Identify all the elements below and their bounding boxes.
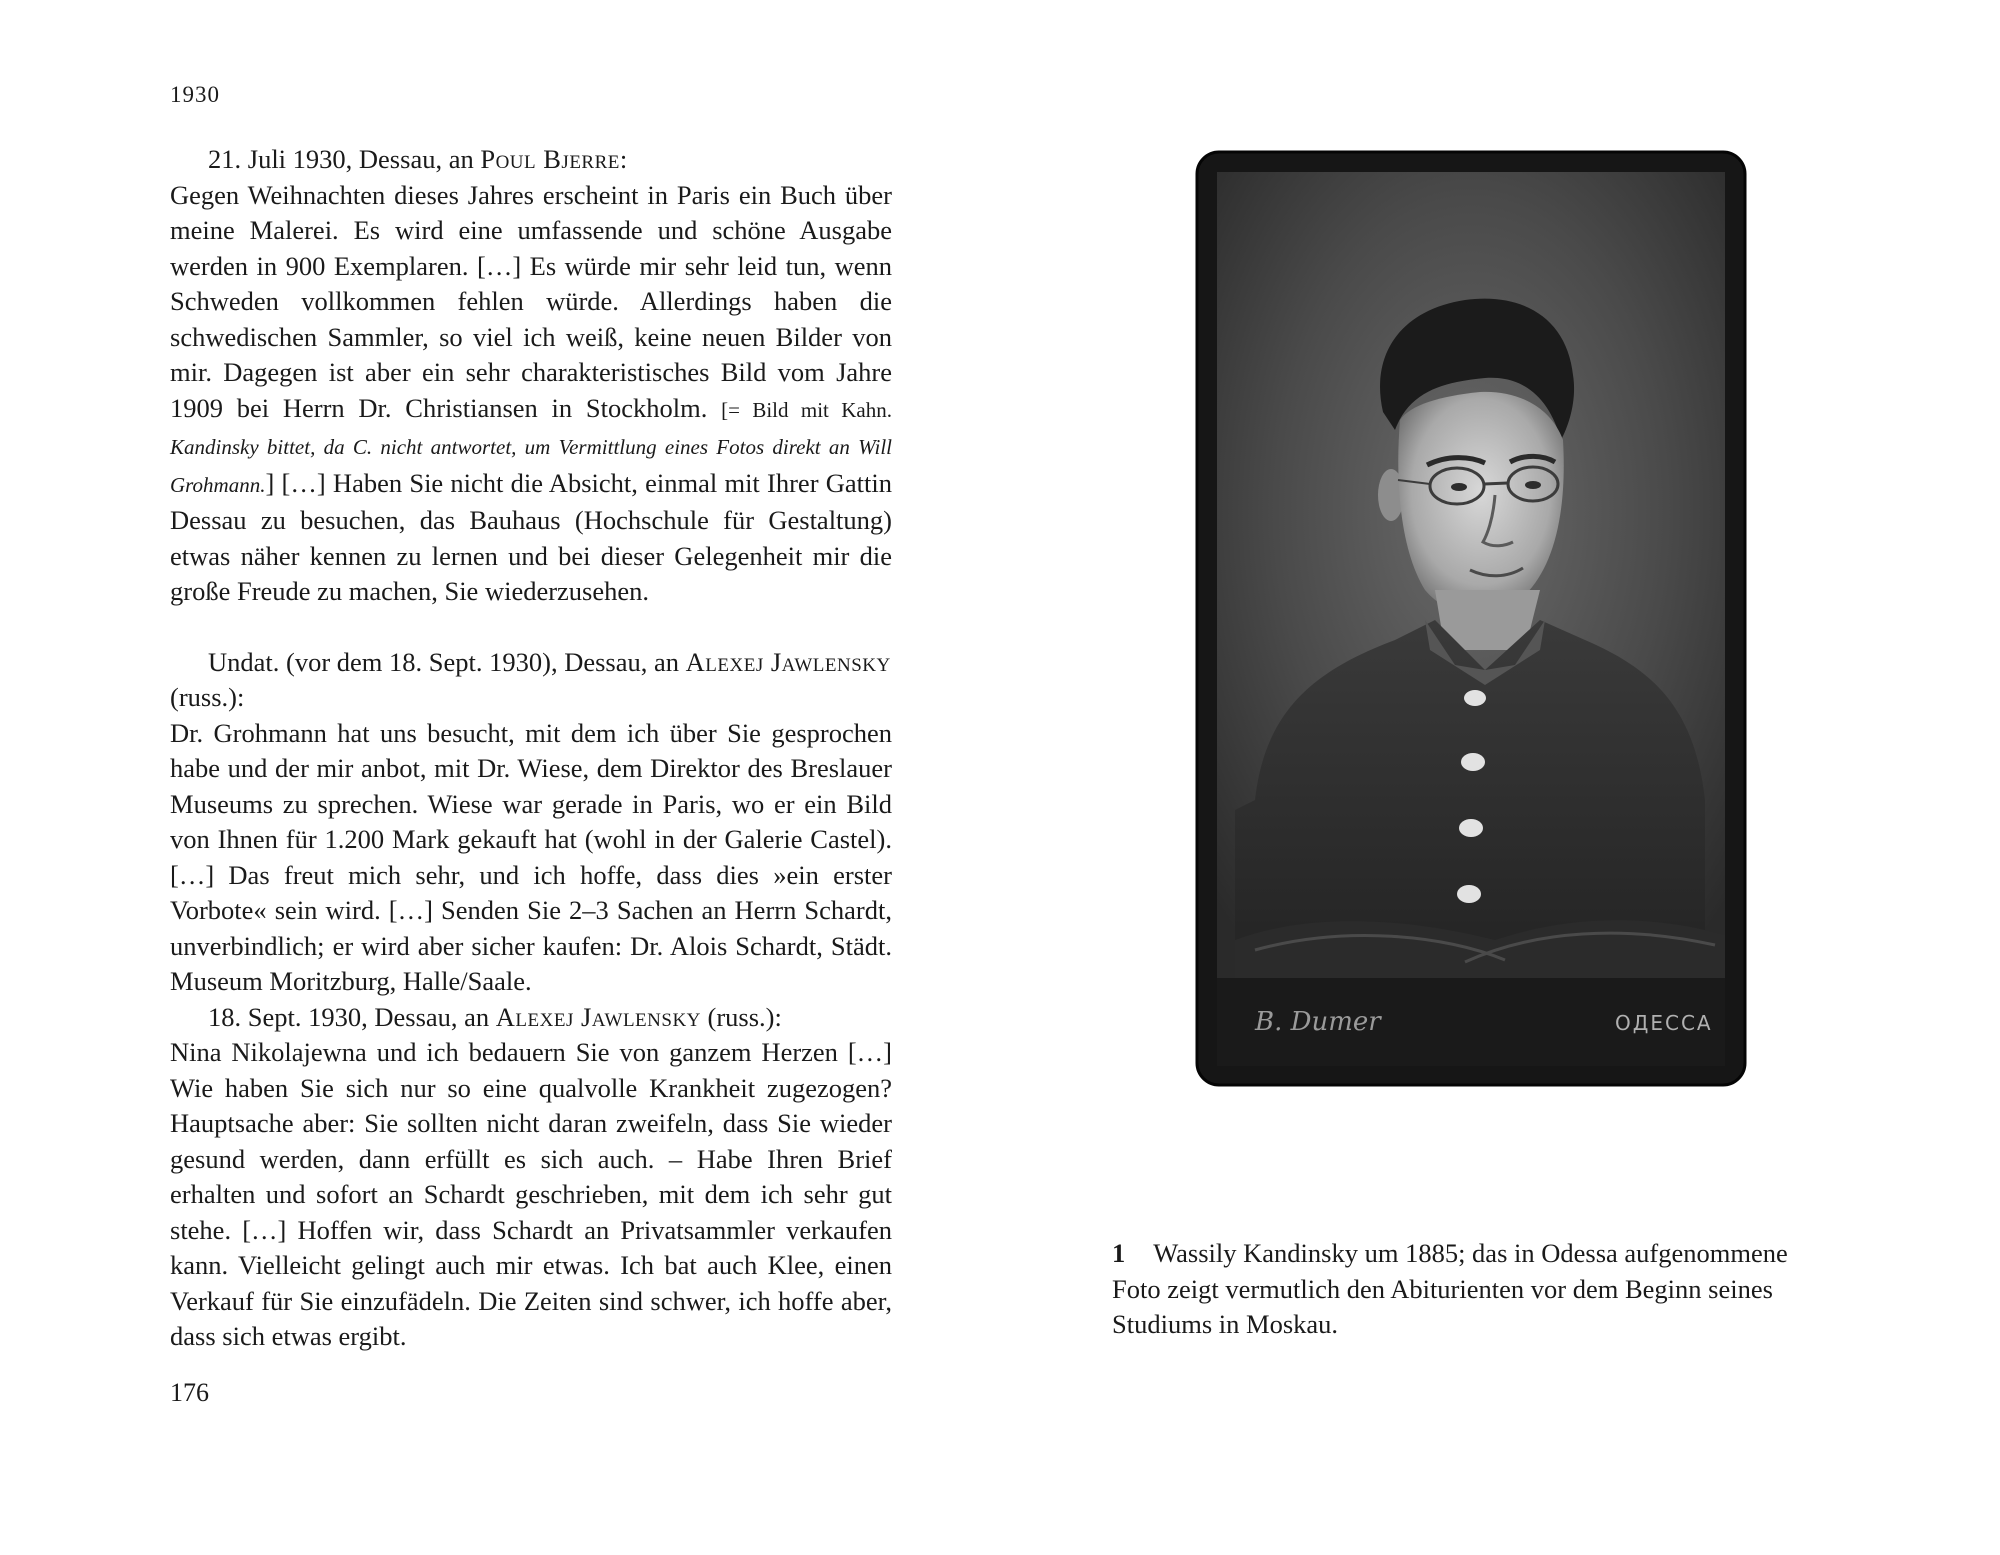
running-head: 1930 [170, 82, 220, 107]
letter-text-block [170, 142, 892, 1355]
entry-body-1: Gegen Weihnachten dieses Jahres erscheint in Paris ein Buch über meine Malerei. Es wird eine umfassende und schöne Ausgabe werden in 900 Exemplaren. […] Es würde mir sehr leid tun, wenn Schweden vollkommen fehlen würde. Allerdings haben die schwedischen Sammler, so viel ich weiß, keine neuen Bilder von mir. Dagegen ist aber ein sehr charakteristisches Bild vom Jahre 1909 bei Herrn Dr. Christiansen in Stockholm. [= Bild mit Kahn. Kandinsky bittet, da C. nicht antwortet, um Vermittlung eines Fotos direkt an Will Grohmann.] […] Haben Sie nicht die Absicht, einmal mit Ihrer Gattin Dessau zu besuchen, das Bauhaus (Hochschule für Gestaltung) etwas näher kennen zu lernen und bei dieser Gelegenheit mir die große Freude zu machen, Sie wiederzusehen. [170, 179, 892, 606]
entry-header-1: 21. Juli 1930, Dessau, an Poul Bjerre: [208, 144, 628, 174]
recipient-name: Poul Bjerre [480, 144, 620, 174]
recipient-name: Alexej Jawlensky [685, 646, 891, 677]
editorial-note: [= Bild mit Kahn. [721, 397, 892, 422]
entry-body-2: Dr. Grohmann hat uns besucht, mit dem ich über Sie gesprochen habe und der mir anbot, mit Dr. Wiese, dem Direktor des Breslauer Museums zu sprechen. Wiese war gerade in Paris, wo er ein Bild von Ihnen für 1.200 Mark gekauft hat (wohl in der Galerie Castel). […] Das freut mich sehr, und ich hoffe, dass dies »ein erster Vorbote« sein wird. […] Senden Sie 2–3 Sachen an Herrn Schardt, unverbindlich; er wird aber sicher kaufen: Dr. Alois Schardt, Städt. Museum Moritzburg, Halle/Saale. [170, 717, 892, 996]
recipient-name: Alexej Jawlensky [495, 1001, 701, 1032]
studio-signature: В. Dumer [1255, 1007, 1381, 1037]
figure-caption [1112, 1236, 1834, 1343]
portrait-photograph [1195, 150, 1747, 1087]
entry-header-2: Undat. (vor dem 18. Sept. 1930), Dessau, an Alexej Jawlensky (russ.): [170, 646, 891, 712]
editorial-note-italic: Kandinsky bittet, da C. nicht antwortet, um Vermittlung eines Fotos direkt an Will Grohmann. [170, 435, 892, 497]
entry-header-3: 18. Sept. 1930, Dessau, an Alexej Jawlensky (russ.): [208, 1001, 782, 1032]
entry-body-3: Nina Nikolajewna und ich bedauern Sie von ganzem Herzen […] Wie haben Sie sich nur so eine qualvolle Krankheit zugezogen? Hauptsache aber: Sie sollten nicht daran zweifeln, dass Sie wieder gesund werden, dann erfüllt es sich auch. – Habe Ihren Brief erhalten und sofort an Schardt geschrieben, mit dem ich sehr gut stehe. […] Hoffen wir, dass Schardt an Privatsammler verkaufen kann. Vielleicht gelingt auch mir etwas. Ich bat auch Klee, einen Verkauf für Sie einzufädeln. Die Zeiten sind schwer, ich hoffe aber, dass sich etwas ergibt. [170, 1037, 892, 1351]
figure-caption-text: Wassily Kandinsky um 1885; das in Odessa aufgenommene Foto zeigt vermutlich den Abiturienten vor dem Beginn seines Studiums in Moskau. [1112, 1238, 1788, 1339]
figure-number: 1 [1112, 1238, 1126, 1268]
page-number: 176 [170, 1378, 209, 1407]
city-imprint: ОДЕССА [1615, 1011, 1713, 1035]
